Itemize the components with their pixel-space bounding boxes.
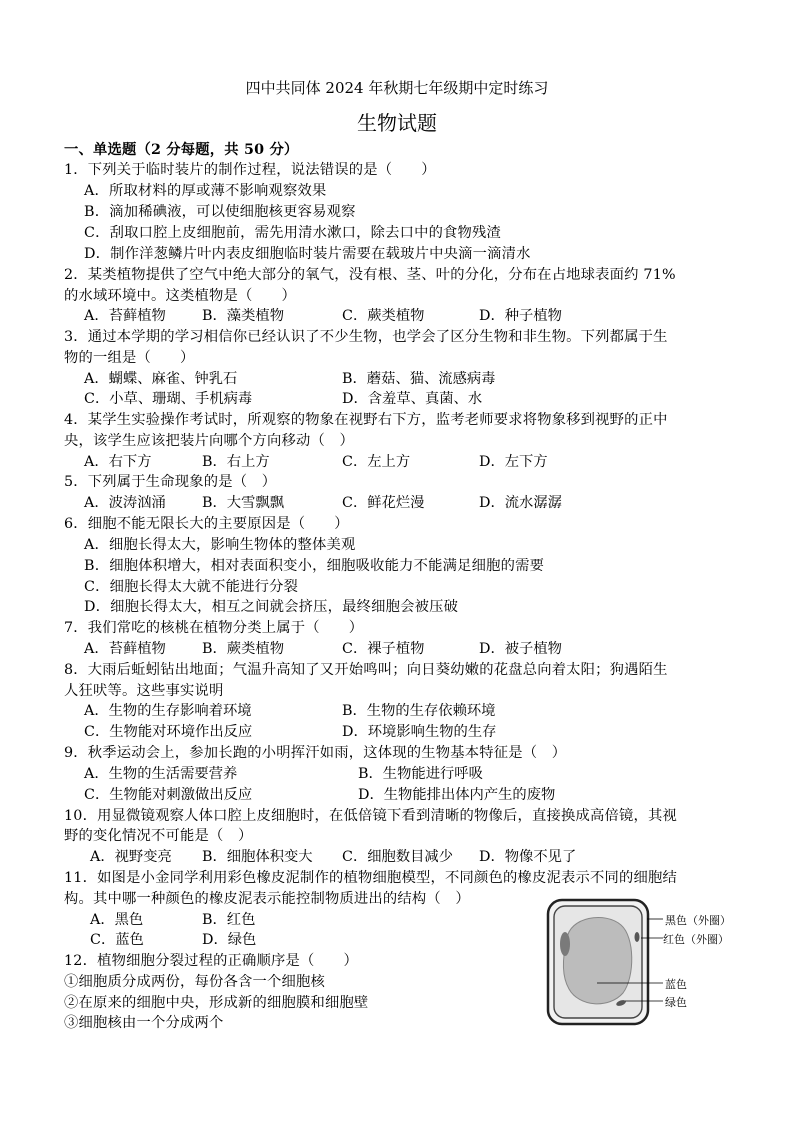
q9-stem: 9．秋季运动会上，参加长跑的小明挥汗如雨，这体现的生物基本特征是（ ）: [64, 745, 567, 761]
q10-stem-line1: 10．用显微镜观察人体口腔上皮细胞时，在低倍镜下看到清晰的物像后，直接换成高倍镜，其视: [64, 808, 677, 824]
q8-option-d: D．环境影响生物的生存: [342, 724, 497, 740]
q3-option-a: A．蝴蝶、麻雀、钟乳石: [84, 371, 238, 387]
q8-stem-line2: 人狂吠等。这些事实说明: [64, 683, 224, 699]
q2-option-c: C．蕨类植物: [342, 308, 425, 324]
q3-option-c: C．小草、珊瑚、手机病毒: [84, 391, 253, 407]
q2-stem-line1: 2．某类植物提供了空气中绝大部分的氧气，没有根、茎、叶的分化，分布在占地球表面约 71%: [64, 267, 676, 283]
q12-step-1: ①细胞质分成两份，每份各含一个细胞核: [64, 974, 325, 990]
q10-stem-line2: 野的变化情况不可能是（ ）: [64, 828, 253, 844]
q8-option-a: A．生物的生存影响着环境: [84, 703, 252, 719]
label-black: 黑色（外圈）: [665, 914, 731, 927]
chloroplast: [635, 932, 640, 942]
q5-stem: 5．下列属于生命现象的是（ ）: [64, 474, 277, 490]
q6-option-b: B．细胞体积增大，相对表面积变小，细胞吸收能力不能满足细胞的需要: [84, 558, 545, 574]
q3-option-d: D．含羞草、真菌、水: [342, 391, 483, 407]
q10-option-c: C．细胞数目减少: [342, 849, 454, 865]
q11-option-d: D．绿色: [202, 932, 257, 948]
q12-step-2: ②在原来的细胞中央，形成新的细胞膜和细胞壁: [64, 995, 369, 1011]
q9-option-d: D．生物能排出体内产生的废物: [358, 787, 556, 803]
q10-option-b: B．细胞体积变大: [202, 849, 313, 865]
q2-option-a: A．苔藓植物: [84, 308, 166, 324]
q4-option-d: D．左下方: [479, 454, 548, 470]
q8-option-c: C．生物能对环境作出反应: [84, 724, 253, 740]
q7-option-d: D．被子植物: [479, 641, 562, 657]
q4-stem-line2: 央，该学生应该把装片向哪个方向移动（ ）: [64, 433, 354, 449]
q1-option-a: A．所取材料的厚或薄不影响观察效果: [84, 183, 327, 199]
q2-option-d: D．种子植物: [479, 308, 562, 324]
q5-option-b: B．大雪飘飘: [202, 495, 284, 511]
subject-title: 生物试题: [357, 111, 437, 135]
q1-stem: 1．下列关于临时装片的制作过程，说法错误的是（ ）: [64, 162, 436, 178]
q11-option-a: A．黑色: [90, 912, 144, 928]
q3-stem-line1: 3．通过本学期的学习相信你已经认识了不少生物，也学会了区分生物和非生物。下列都属于生: [64, 329, 668, 345]
q7-option-c: C．裸子植物: [342, 641, 425, 657]
q8-option-b: B．生物的生存依赖环境: [342, 703, 496, 719]
q6-stem: 6．细胞不能无限长大的主要原因是（ ）: [64, 516, 349, 532]
q4-option-b: B．右上方: [202, 454, 270, 470]
q6-option-c: C．细胞长得太大就不能进行分裂: [84, 579, 299, 595]
q11-stem-line2: 构。其中哪一种颜色的橡皮泥表示能控制物质进出的结构（ ）: [64, 891, 470, 907]
q2-option-b: B．藻类植物: [202, 308, 284, 324]
q12-stem: 12．植物细胞分裂过程的正确顺序是（ ）: [64, 953, 359, 969]
q11-option-c: C．蓝色: [90, 932, 144, 948]
q4-stem-line1: 4．某学生实验操作考试时，所观察的物象在视野右下方，监考老师要求将物象移到视野的正中: [64, 412, 668, 428]
q11-option-b: B．红色: [202, 912, 256, 928]
q10-option-d: D．物像不见了: [479, 849, 577, 865]
plant-cell-figure: [545, 897, 745, 1027]
nucleus: [560, 932, 570, 956]
q11-stem-line1: 11．如图是小金同学利用彩色橡皮泥制作的植物细胞模型，不同颜色的橡皮泥表示不同的细胞结: [64, 870, 677, 886]
q5-option-a: A．波涛汹涌: [84, 495, 166, 511]
label-green: 绿色: [665, 996, 687, 1009]
q7-stem: 7．我们常吃的核桃在植物分类上属于（ ）: [64, 620, 364, 636]
q12-step-3: ③细胞核由一个分成两个: [64, 1015, 224, 1031]
q10-option-a: A．视野变亮: [90, 849, 172, 865]
q5-option-c: C．鲜花烂漫: [342, 495, 425, 511]
label-blue: 蓝色: [665, 978, 687, 991]
q3-stem-line2: 物的一组是（ ）: [64, 350, 195, 366]
q5-option-d: D．流水潺潺: [479, 495, 562, 511]
q1-option-c: C．刮取口腔上皮细胞前，需先用清水漱口，除去口中的食物残渣: [84, 225, 502, 241]
q1-option-b: B．滴加稀碘液，可以使细胞核更容易观察: [84, 204, 356, 220]
q2-stem-line2: 的水域环境中。这类植物是（ ）: [64, 288, 296, 304]
q6-option-d: D．细胞长得太大，相互之间就会挤压，最终细胞会被压破: [84, 599, 459, 615]
label-red: 红色（外圈）: [663, 933, 729, 946]
q4-option-c: C．左上方: [342, 454, 411, 470]
q7-option-b: B．蕨类植物: [202, 641, 284, 657]
section-heading: 一、单选题（2 分每题，共 50 分）: [64, 142, 299, 158]
q9-option-a: A．生物的生活需要营养: [84, 766, 238, 782]
q4-option-a: A．右下方: [84, 454, 152, 470]
q9-option-c: C．生物能对刺激做出反应: [84, 787, 253, 803]
q3-option-b: B．蘑菇、猫、流感病毒: [342, 371, 496, 387]
q9-option-b: B．生物能进行呼吸: [358, 766, 483, 782]
q7-option-a: A．苔藓植物: [84, 641, 166, 657]
q1-option-d: D．制作洋葱鳞片叶内表皮细胞临时装片需要在载玻片中央滴一滴清水: [84, 246, 531, 262]
q6-option-a: A．细胞长得太大，影响生物体的整体美观: [84, 537, 356, 553]
q8-stem-line1: 8．大雨后蚯蚓钻出地面；气温升高知了又开始鸣叫；向日葵幼嫩的花盘总向着太阳；狗遇陌生: [64, 662, 668, 678]
exam-title: 四中共同体 2024 年秋期七年级期中定时练习: [245, 79, 549, 97]
vacuole: [564, 917, 632, 1003]
